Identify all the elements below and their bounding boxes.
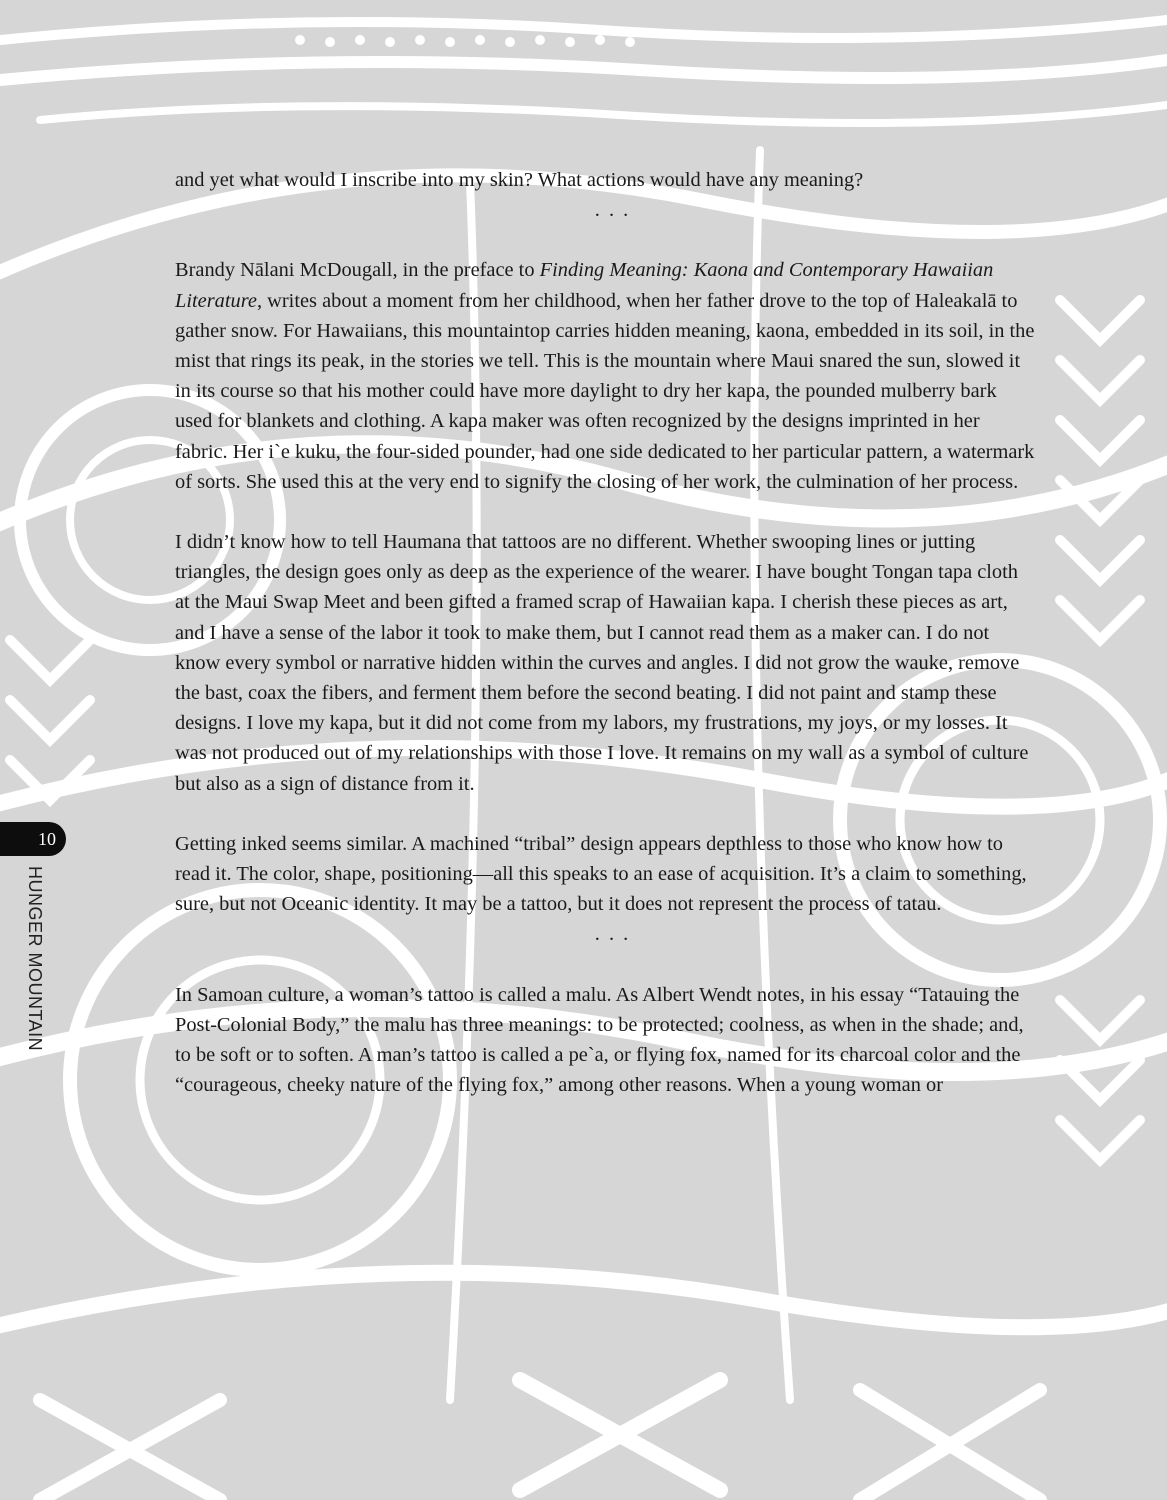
section-break: . . . (594, 923, 631, 946)
paragraph-2: I didn’t know how to tell Haumana that tattoos are no different. Whether swooping lines or jutting triangles, the design goes only as deep as the experience of the wearer. I have bought Tongan tapa cloth at the Maui Swap Meet and been gifted a framed scrap of Hawaiian kapa. I cherish these pieces as art, and I have a sense of the labor it took to make them, but I cannot read them as a maker can. I do not know every symbol or narrative hidden within the curves and angles. I did not grow the wauke, remove the bast, coax the fibers, and ferment them before the second beating. I did not paint and stamp these designs. I love my kapa, but it did not come from my labors, my frustrations, my joys, or my losses. It was not produced out of my relationships with those I love. It remains on my wall as a symbol of culture but also as a sign of distance from it. (175, 531, 1029, 795)
article-body (175, 165, 1035, 1100)
magazine-title: HUNGER MOUNTAIN (25, 866, 45, 1052)
page-number: 10 (38, 828, 56, 849)
paragraph-1-text-start: Brandy Nālani McDougall, in the preface to (175, 259, 540, 282)
book-title: Finding Meaning: Kaona and Contemporary Hawaiian Literature (175, 259, 994, 312)
paragraph-1 (175, 255, 1035, 497)
paragraph-4: In Samoan culture, a woman’s tattoo is called a malu. As Albert Wendt notes, in his essay “Tatauing the Post-Colonial Body,” the malu has three meanings: to be protected; coolness, as when in the shade; and, to be soft or to soften. A man’s tattoo is called a pe`a, or flying fox, named for its charcoal color and the “courageous, cheeky nature of the flying fox,” among other reasons. When a young woman or (175, 983, 1024, 1097)
paragraph-1-text-end: , writes about a moment from her childhood, when her father drove to the top of Haleakalā to gather snow. For Hawaiians, this mountaintop carries hidden meaning, kaona, embedded in its soil, in the mist that rings its peak, in the stories we tell. This is the mountain where Maui snared the sun, slowed it in its course so that his mother could have more daylight to dry her kapa, the pounded mulberry bark used for blankets and clothing. A kapa maker was often recognized by the designs imprinted in her fabric. Her i`e kuku, the four-sided pounder, had one side dedicated to her particular pattern, a watermark of sorts. She used this at the very end to signify the closing of her work, the culmination of her process. (175, 289, 1035, 493)
page-number-tab (0, 822, 66, 856)
opening-line: and yet what would I inscribe into my skin? What actions would have any meaning? (175, 169, 864, 191)
paragraph-3: Getting inked seems similar. A machined “tribal” design appears depthless to those who know how to read it. The color, shape, positioning—all this speaks to an ease of acquisition. It’s a claim to something, sure, but not Oceanic identity. It may be a tattoo, but it does not represent the process of tatau. (175, 832, 1027, 916)
section-break: . . . (594, 199, 631, 222)
